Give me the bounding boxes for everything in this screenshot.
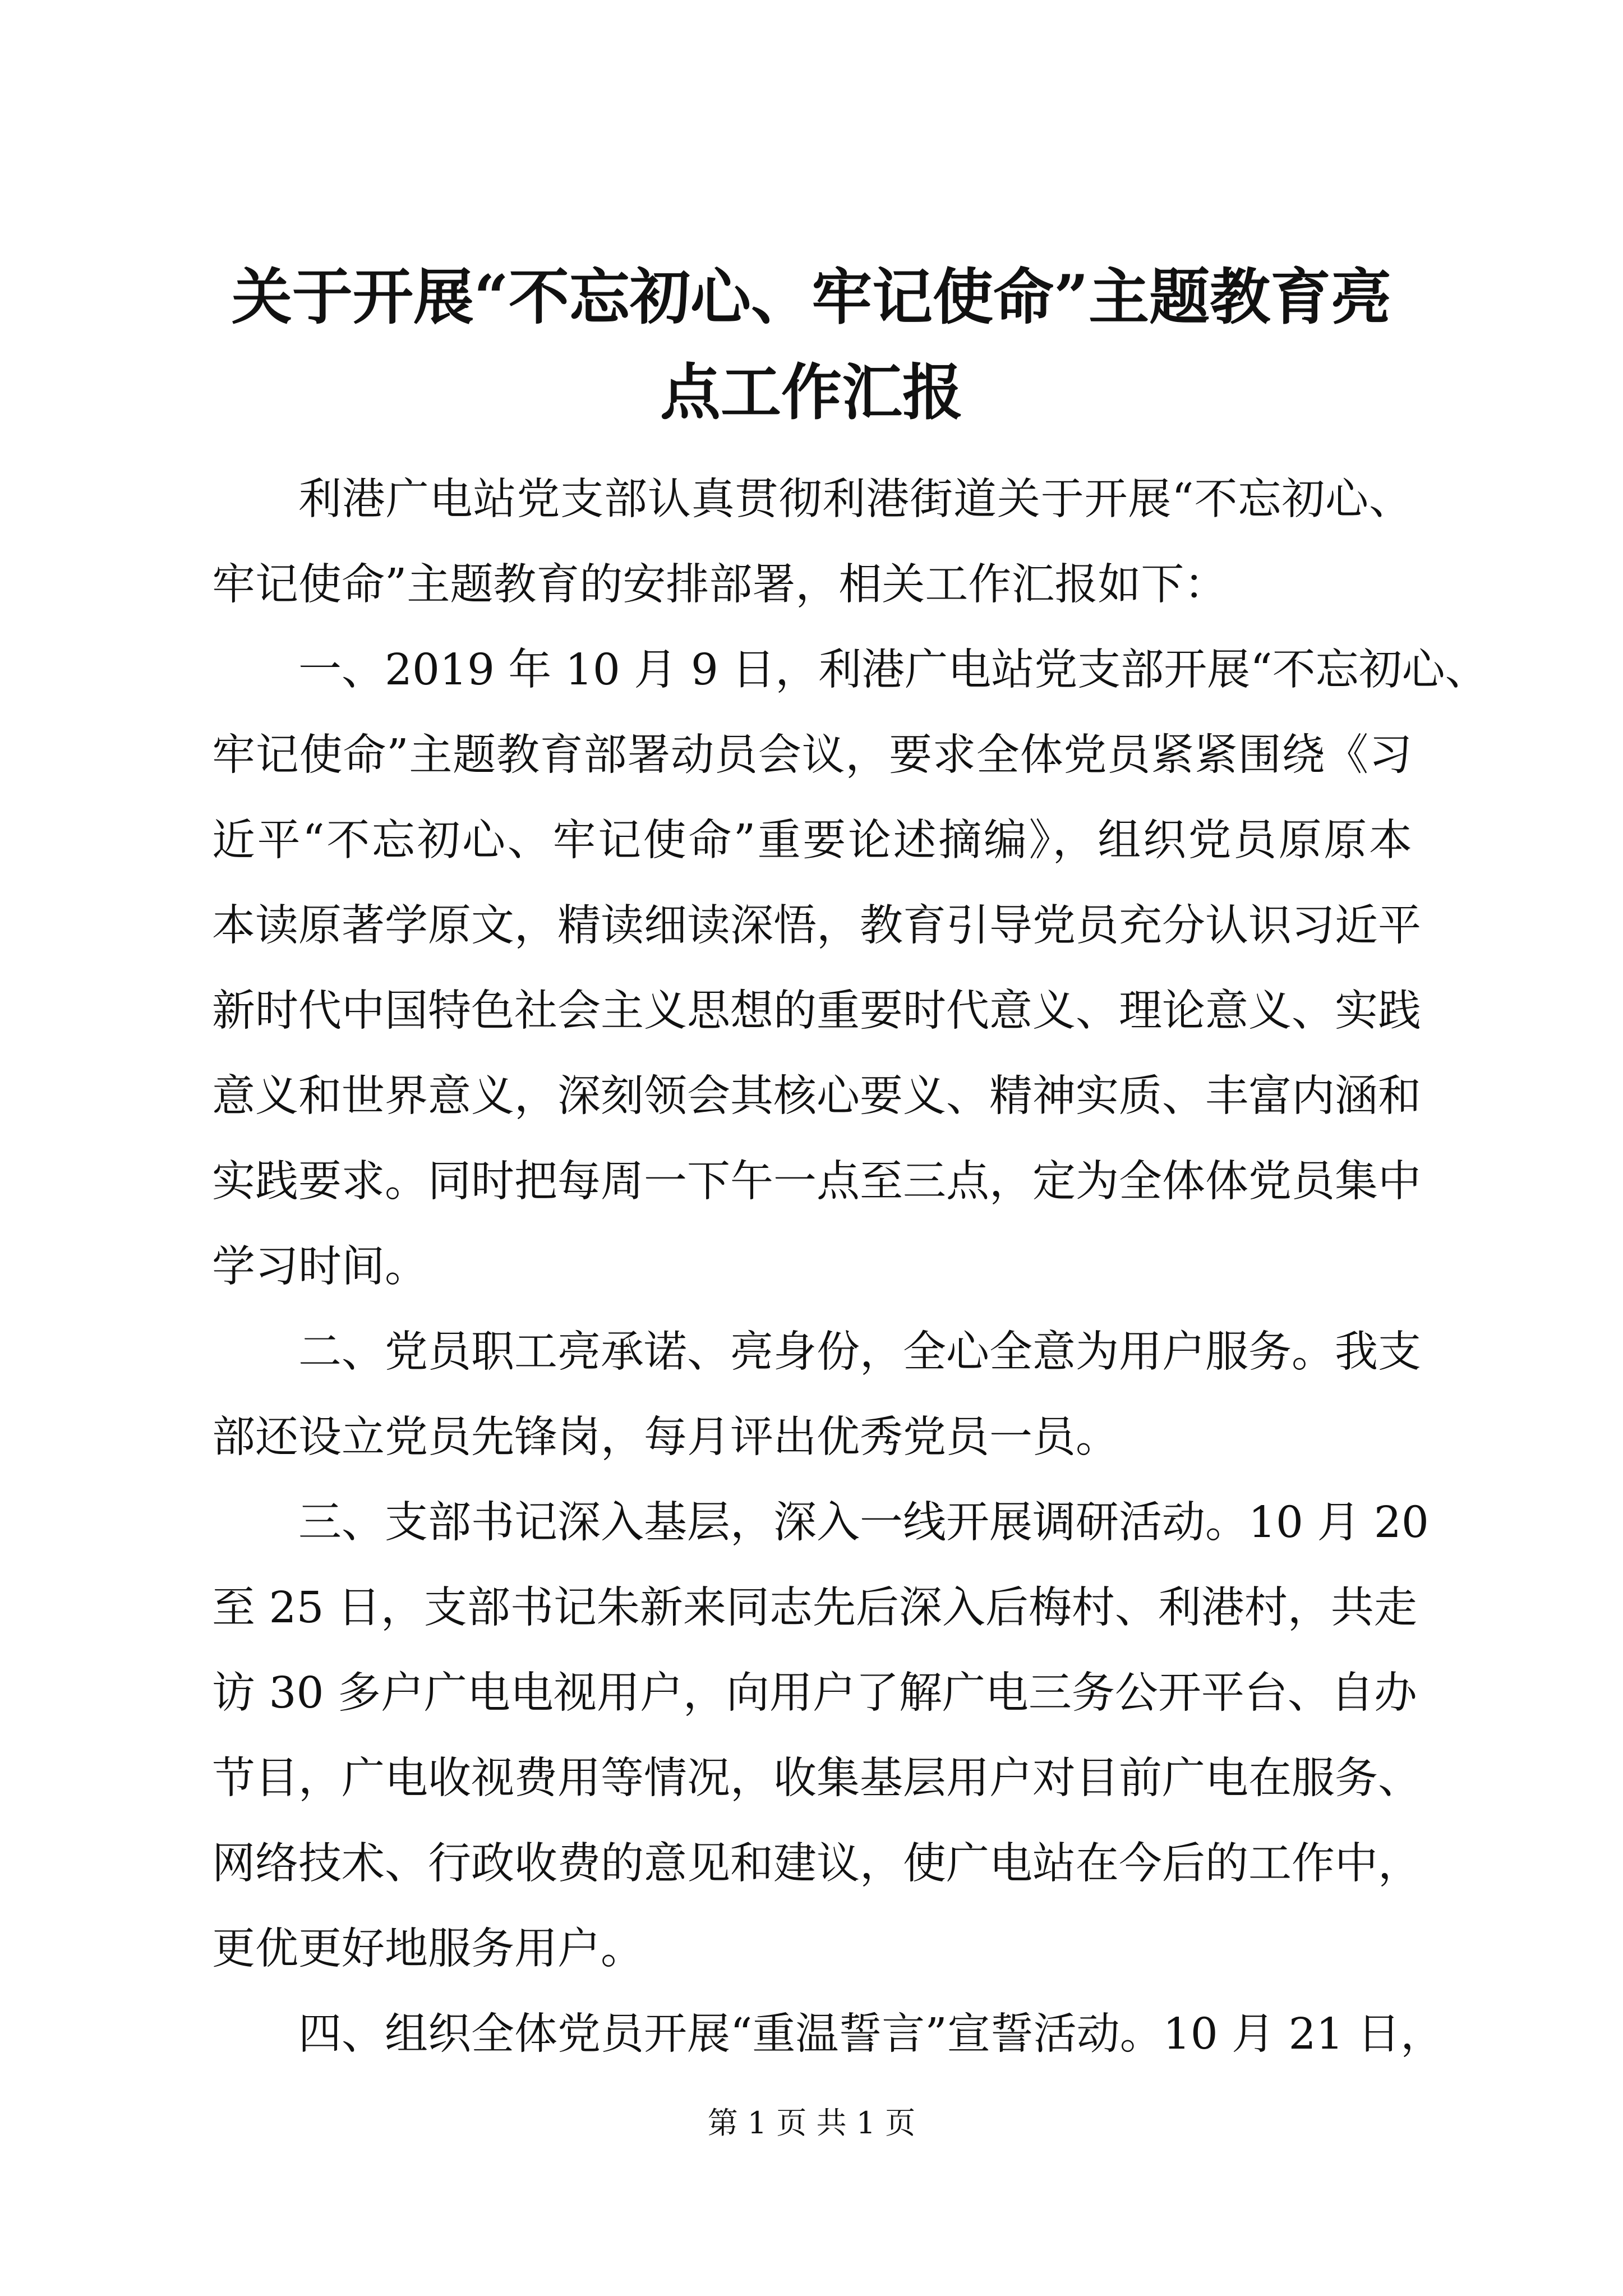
page-footer: 第 1 页 共 1 页 (707, 2105, 916, 2141)
paragraph-intro (212, 457, 1412, 628)
text-line: 学习时间。 (212, 1242, 428, 1292)
text-line: 一、2019 年 10 月 9 日，利港广电站党支部开展“不忘初心、 (298, 645, 1488, 695)
paragraph-item-3 (212, 1480, 1429, 1992)
text-line: 牢记使命”主题教育的安排部署，相关工作汇报如下： (212, 560, 1228, 610)
text-line: 牢记使命”主题教育部署动员会议，要求全体党员紧紧围绕《习 (212, 730, 1412, 780)
text-line: 利港广电站党支部认真贯彻利港街道关于开展“不忘初心、 (298, 475, 1412, 524)
paragraph-item-2 (212, 1310, 1421, 1480)
text-line: 网络技术、行政收费的意见和建议，使广电站在今后的工作中， (212, 1839, 1421, 1889)
paragraph-item-1 (212, 628, 1488, 1310)
text-line: 至 25 日，支部书记朱新来同志先后深入后梅村、利港村，共走 (212, 1583, 1417, 1633)
text-line: 部还设立党员先锋岗，每月评出优秀党员一员。 (212, 1412, 1119, 1462)
text-line: 四、组织全体党员开展“重温誓言”宣誓活动。10 月 21 日， (298, 2009, 1444, 2059)
text-line: 实践要求。同时把每周一下午一点至三点，定为全体体党员集中 (212, 1157, 1421, 1207)
document-body (212, 457, 1488, 2077)
text-line: 更优更好地服务用户。 (212, 1924, 644, 1974)
text-line: 访 30 多户广电电视用户，向用户了解广电三务公开平台、自办 (212, 1668, 1417, 1718)
document-title (213, 250, 1410, 440)
paragraph-item-4 (212, 1992, 1444, 2077)
text-line: 二、党员职工亮承诺、亮身份，全心全意为用户服务。我支 (298, 1327, 1421, 1377)
text-line: 近平“不忘初心、牢记使命”重要论述摘编》，组织党员原原本 (212, 816, 1412, 866)
title-line: 关于开展“不忘初心、牢记使命”主题教育亮 (231, 262, 1392, 333)
text-line: 三、支部书记深入基层，深入一线开展调研活动。10 月 20 (298, 1498, 1429, 1548)
text-line: 意义和世界意义，深刻领会其核心要义、精神实质、丰富内涵和 (212, 1071, 1421, 1121)
text-line: 节目，广电收视费用等情况，收集基层用户对目前广电在服务、 (212, 1754, 1421, 1803)
title-line: 点工作汇报 (660, 357, 963, 428)
text-line: 本读原著学原文，精读细读深悟，教育引导党员充分认识习近平 (212, 901, 1421, 951)
text-line: 新时代中国特色社会主义思想的重要时代意义、理论意义、实践 (212, 986, 1421, 1036)
